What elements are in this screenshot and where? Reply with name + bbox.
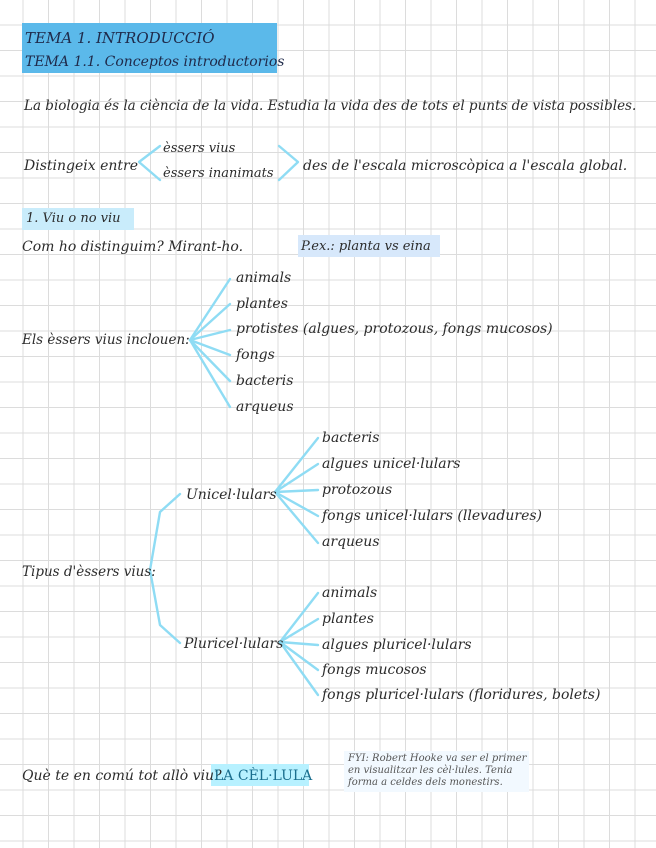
- distinguish-left-chevron: [139, 146, 160, 180]
- living-being-item: fongs: [236, 347, 275, 363]
- pluricellular-label: Pluricel·lulars: [184, 636, 284, 652]
- distinguish-right-chevron: [279, 146, 298, 180]
- living-being-item: animals: [236, 270, 292, 286]
- answer-text: LA CÈL·LULA: [214, 768, 313, 784]
- pluricellular-item: plantes: [322, 611, 374, 627]
- living-being-item: plantes: [236, 296, 288, 312]
- page-title: TEMA 1. INTRODUCCIÓ: [25, 29, 215, 47]
- distinguish-option: èssers vius: [163, 141, 236, 156]
- section-heading: 1. Viu o no viu: [26, 211, 121, 226]
- unicellular-item: bacteris: [322, 430, 380, 446]
- example-text: P.ex.: planta vs eina: [301, 239, 431, 254]
- unicellular-label: Unicel·lulars: [186, 487, 277, 503]
- unicellular-item: algues unicel·lulars: [322, 456, 461, 472]
- unicellular-item: protozous: [322, 482, 393, 498]
- living-being-item: protistes (algues, protozous, fongs mucosos): [236, 321, 553, 337]
- footer-question: Què te en comú tot allò viu?: [22, 768, 222, 784]
- types-label: Tipus d'èssers vius:: [22, 564, 156, 580]
- section-question: Com ho distinguim? Mirant-ho.: [22, 239, 244, 255]
- pluricellular-item: fongs mucosos: [322, 662, 427, 678]
- unicellular-fan: [275, 438, 318, 543]
- scale-text: des de l'escala microscòpica a l'escala global.: [303, 158, 628, 174]
- pluricellular-item: algues pluricel·lulars: [322, 637, 472, 653]
- distinguish-label: Distingeix entre: [24, 158, 138, 174]
- pluricellular-fan: [280, 593, 318, 695]
- definition-text: La biologia és la ciència de la vida. Estudia la vida des de tots el punts de vista possibles.: [24, 98, 637, 114]
- living-beings-fan: [190, 279, 230, 407]
- unicellular-item: fongs unicel·lulars (llevadures): [322, 508, 542, 524]
- living-being-item: arqueus: [236, 399, 294, 415]
- page-subtitle: TEMA 1.1. Conceptos introductorios: [25, 54, 285, 70]
- living-being-item: bacteris: [236, 373, 294, 389]
- unicellular-item: arqueus: [322, 534, 380, 550]
- living-beings-label: Els èssers vius inclouen:: [22, 332, 190, 348]
- fyi-note: FYI: Robert Hooke va ser el primer en visualitzar les cèl·lules. Tenia forma a celdes dels monestirs.: [348, 753, 527, 788]
- pluricellular-item: fongs pluricel·lulars (floridures, bolets): [322, 687, 601, 703]
- distinguish-option: èssers inanimats: [163, 166, 274, 181]
- pluricellular-item: animals: [322, 585, 378, 601]
